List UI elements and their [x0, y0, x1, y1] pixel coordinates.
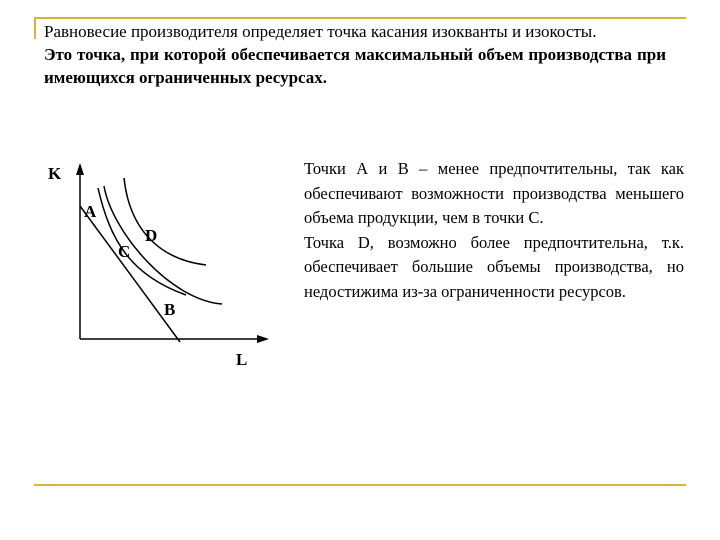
point-b-label: B [164, 300, 176, 319]
explanation-paragraph-2: Точка D, возможно более предпочтительна, т.к. обеспечивает большие объемы производства, но недостижима из-за ограниченности ресурсов. [304, 232, 684, 301]
bottom-rule [34, 484, 686, 486]
point-c-label: C [118, 242, 131, 261]
point-d-label: D [145, 226, 158, 245]
x-axis-label: L [236, 350, 248, 369]
explanation-paragraph-1: Точки А и В – менее предпочтительны, так как обеспечивают возможности производства меньшего объема продукции, чем в точки С. [304, 159, 684, 227]
isoquant-low [98, 188, 186, 295]
y-axis-arrow [76, 163, 84, 175]
isoquant-high [124, 178, 206, 265]
x-axis-arrow [257, 335, 269, 343]
heading-line-1: Равновесие производителя определяет точка касания изокванты и изокосты. [44, 22, 597, 41]
y-axis-label: K [48, 164, 62, 183]
explanation-text [304, 157, 684, 304]
heading-line-2: Это точка, при которой обеспечивается максимальный объем производства при имеющихся ограниченных ресурсах. [44, 45, 666, 87]
point-a-label: A [84, 202, 97, 221]
isocost-line [80, 206, 180, 342]
